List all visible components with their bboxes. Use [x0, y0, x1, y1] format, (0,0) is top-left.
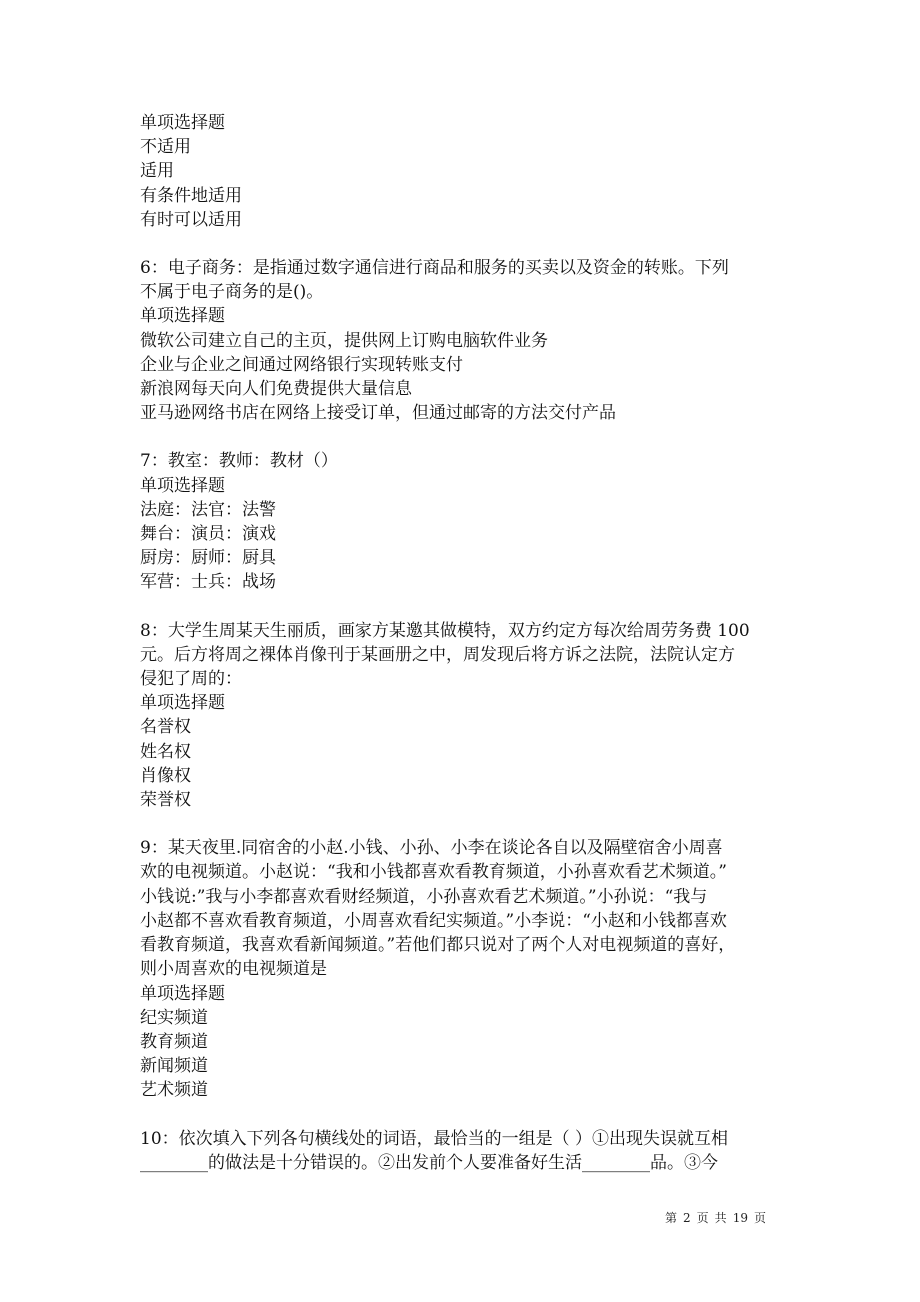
question-text-line: 6：电子商务：是指通过数字通信进行商品和服务的买卖以及资金的转账。下列 [140, 258, 729, 279]
question-type-label: 单项选择题 [140, 983, 225, 1004]
question-text-line: 7：教室：教师：教材（） [140, 451, 338, 472]
question-text-line: 不属于电子商务的是()。 [140, 282, 324, 303]
option-b: 教育频道 [140, 1031, 208, 1052]
question-type-label: 单项选择题 [140, 693, 225, 714]
question-type-label: 单项选择题 [140, 113, 225, 133]
option-c: 新浪网每天向人们免费提供大量信息 [140, 379, 412, 400]
question-text-line: 看教育频道，我喜欢看新闻频道。”若他们都只说对了两个人对电视频道的喜好， [140, 935, 736, 956]
option-a: 法庭：法官：法警 [140, 499, 276, 520]
question-9 [140, 836, 800, 1102]
current-page-number: 2 [683, 1211, 691, 1225]
question-text-line: 欢的电视频道。小赵说：“我和小钱都喜欢看教育频道，小孙喜欢看艺术频道。” [140, 862, 727, 883]
option-a: 名誉权 [140, 717, 191, 738]
option-a: 微软公司建立自己的主页，提供网上订购电脑软件业务 [140, 330, 548, 351]
question-text-line: 小钱说:”我与小李都喜欢看财经频道，小孙喜欢看艺术频道。”小孙说：“我与 [140, 886, 708, 907]
option-d: 有时可以适用 [140, 209, 242, 230]
option-d: 艺术频道 [140, 1080, 208, 1101]
option-c: 有条件地适用 [140, 185, 242, 206]
option-b: 姓名权 [140, 741, 191, 762]
question-text-line: 10：依次填入下列各句横线处的词语，最恰当的一组是（ ）①出现失误就互相 [140, 1128, 729, 1149]
question-6 [140, 256, 800, 425]
option-d: 亚马逊网络书店在网络上接受订单，但通过邮寄的方法交付产品 [140, 403, 616, 424]
option-b: 适用 [140, 161, 174, 182]
question-10 [140, 1127, 800, 1175]
option-d: 荣誉权 [140, 790, 191, 811]
option-c: 肖像权 [140, 765, 191, 786]
footer-ye: 页 [753, 1211, 766, 1225]
question-text-line: 元。后方将周之裸体肖像刊于某画册之中，周发现后将方诉之法院，法院认定方 [140, 644, 735, 665]
question-text-line: 8：大学生周某天生丽质，画家方某邀其做模特，双方约定方每次给周劳务费 100 [140, 620, 750, 641]
question-8 [140, 619, 800, 813]
footer-gong: 共 [714, 1211, 727, 1225]
footer-di: 第 [665, 1211, 678, 1225]
question-type-label: 单项选择题 [140, 475, 225, 496]
option-b: 企业与企业之间通过网络银行实现转账支付 [140, 354, 463, 375]
question-text-line: 小赵都不喜欢看教育频道，小周喜欢看纪实频道。”小李说：“小赵和小钱都喜欢 [140, 910, 727, 931]
option-a: 纪实频道 [140, 1007, 208, 1028]
page-number-indicator [665, 1209, 772, 1226]
question-text-line: 9：某天夜里.同宿舍的小赵.小钱、小孙、小李在谈论各自以及隔壁宿舍小周喜 [140, 838, 723, 859]
option-c: 新闻频道 [140, 1056, 208, 1077]
question-text-line: ________的做法是十分错误的。②出发前个人要准备好生活________品。③今 [140, 1152, 718, 1173]
question-text-line: 则小周喜欢的电视频道是 [140, 959, 327, 980]
page-content [140, 111, 800, 1175]
question-7 [140, 449, 800, 594]
option-b: 舞台：演员：演戏 [140, 524, 276, 545]
option-a: 不适用 [140, 137, 191, 158]
option-d: 军营：士兵：战场 [140, 572, 276, 593]
footer-ye: 页 [696, 1211, 709, 1225]
option-c: 厨房：厨师：厨具 [140, 548, 276, 569]
total-page-count: 19 [732, 1211, 748, 1225]
question-type-label: 单项选择题 [140, 306, 225, 327]
question-5-carryover [140, 111, 800, 232]
question-text-line: 侵犯了周的： [140, 669, 242, 690]
